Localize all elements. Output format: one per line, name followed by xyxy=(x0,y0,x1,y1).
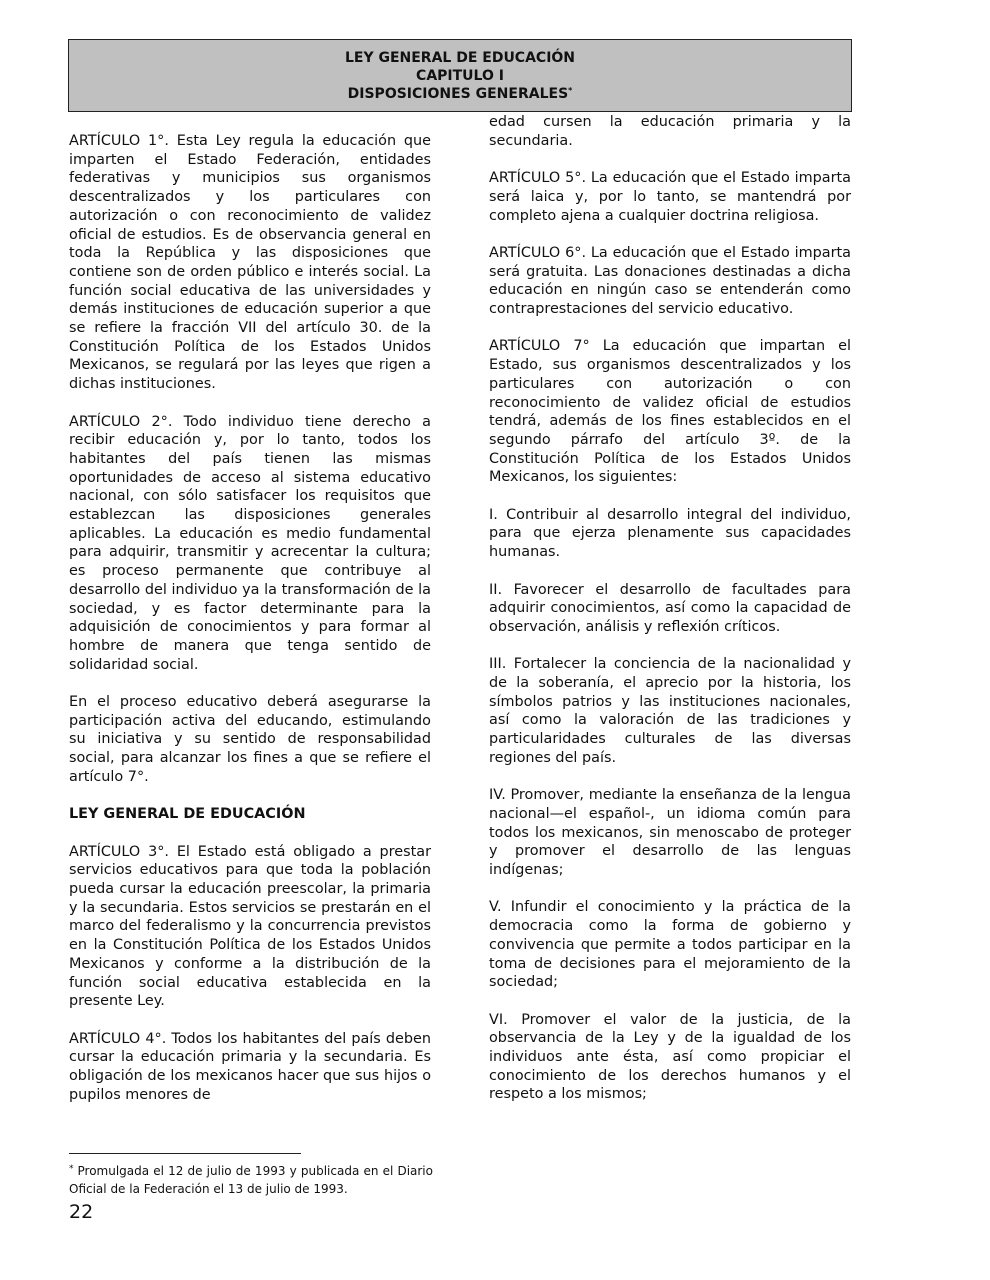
law-title: LEY GENERAL DE EDUCACIÓN xyxy=(344,50,576,66)
footnote-reference[interactable]: * xyxy=(568,86,573,95)
page-number: 22 xyxy=(69,1201,94,1223)
article-7-fraction-iii: III. Fortalecer la conciencia de la nacionalidad y de la soberanía, el aprecio por la historia, los símbolos patrios y las instituciones nacionales, así como la valoración de las tradiciones y particularidades culturales de las diversas regiones del país. xyxy=(489,656,851,766)
footnote-text: Promulgada el 12 de julio de 1993 y publicada en el Diario Oficial de la Federación el 13 de julio de 1993. xyxy=(69,1164,433,1196)
article-2-paragraph-2: En el proceso educativo deberá asegurarse la participación activa del educando, estimulando su iniciativa y su sentido de responsabilidad social, para alcanzar los fines a que se refiere el artículo 7°. xyxy=(69,694,431,785)
article-3: ARTÍCULO 3°. El Estado está obligado a prestar servicios educativos para que toda la población pueda cursar la educación preescolar, la primaria y la secundaria. Estos servicios se prestarán en el marco del federalismo y la concurrencia previstos en la Constitución Política de los Estados Unidos Mexicanos y conforme a la distribución de la función social educativa establecida en la presente Ley. xyxy=(69,843,431,1010)
section-title-text: DISPOSICIONES GENERALES xyxy=(347,86,569,102)
article-2: ARTÍCULO 2°. Todo individuo tiene derecho a recibir educación y, por lo tanto, todos los habitantes del país tienen las mismas oportunidades de acceso al sistema educativo nacional, con sólo satisfacer los requisitos que establezcan las disposiciones generales aplicables. La educación es medio fundamental para adquirir, transmitir y acrecentar la cultura; es proceso permanente que contribuye al desarrollo del individuo ya la transformación de la sociedad, y es factor determinante para la adquisición de conocimientos y para formar al hombre de manera que tenga sentido de solidaridad social. xyxy=(69,413,431,673)
chapter-header xyxy=(68,39,852,112)
article-7: ARTÍCULO 7° La educación que impartan el Estado, sus organismos descentralizados y los particulares con autorización o con reconocimiento de validez oficial de estudios tendrá, además de los fines establecidos en el segundo párrafo del artículo 3º. de la Constitución Política de los Estados Unidos Mexicanos, los siguientes: xyxy=(489,338,851,486)
right-column xyxy=(489,113,851,1123)
article-5: ARTÍCULO 5°. La educación que el Estado imparta será laica y, por lo tanto, se mantendrá por completo ajena a cualquier doctrina religiosa. xyxy=(489,170,851,224)
article-6: ARTÍCULO 6°. La educación que el Estado imparta será gratuita. Las donaciones destinadas a dicha educación en ningún caso se entenderán como contraprestaciones del servicio educativo. xyxy=(489,244,851,317)
article-7-fraction-iv: IV. Promover, mediante la enseñanza de la lengua nacional—el español-, un idioma común para todos los mexicanos, sin menoscabo de proteger y promover el desarrollo de las lenguas indígenas; xyxy=(489,787,851,879)
article-7-fraction-ii: II. Favorecer el desarrollo de facultades para adquirir conocimientos, así como la capacidad de observación, análisis y reflexión críticos. xyxy=(489,581,851,635)
footnote xyxy=(69,1162,433,1198)
section-heading: LEY GENERAL DE EDUCACIÓN xyxy=(69,806,306,823)
article-7-fraction-v: V. Infundir el conocimiento y la práctica de la democracia como la forma de gobierno y convivencia que permite a todos participar en la toma de decisiones para el mejoramiento de la sociedad; xyxy=(489,899,851,991)
article-4: ARTÍCULO 4°. Todos los habitantes del país deben cursar la educación primaria y la secundaria. Es obligación de los mexicanos hacer que sus hijos o pupilos menores de xyxy=(69,1030,431,1103)
footnote-marker: * xyxy=(69,1164,74,1174)
section-title xyxy=(69,85,851,103)
article-4-continued: edad cursen la educación primaria y la secundaria. xyxy=(489,114,851,149)
chapter-title: CAPITULO I xyxy=(416,68,504,84)
article-1: ARTÍCULO 1°. Esta Ley regula la educación que imparten el Estado Federación, entidades federativas y municipios sus organismos descentralizados y los particulares con autorización o con reconocimiento de validez oficial de estudios. Es de observancia general en toda la República y las disposiciones que contiene son de orden público e interés social. La función social educativa de las universidades y demás instituciones de educación superior a que se refiere la fracción VII del artículo 30. de la Constitución Política de los Estados Unidos Mexicanos, se regulará por las leyes que rigen a dichas instituciones. xyxy=(69,133,431,393)
left-column xyxy=(69,132,431,1123)
article-7-fraction-i: I. Contribuir al desarrollo integral del individuo, para que ejerza plenamente sus capacidades humanas. xyxy=(489,506,851,561)
article-7-fraction-vi: VI. Promover el valor de la justicia, de la observancia de la Ley y de la igualdad de los individuos ante ésta, así como propiciar el conocimiento de los derechos humanos y el respeto a los mismos; xyxy=(489,1011,851,1103)
footnote-divider xyxy=(69,1153,301,1154)
